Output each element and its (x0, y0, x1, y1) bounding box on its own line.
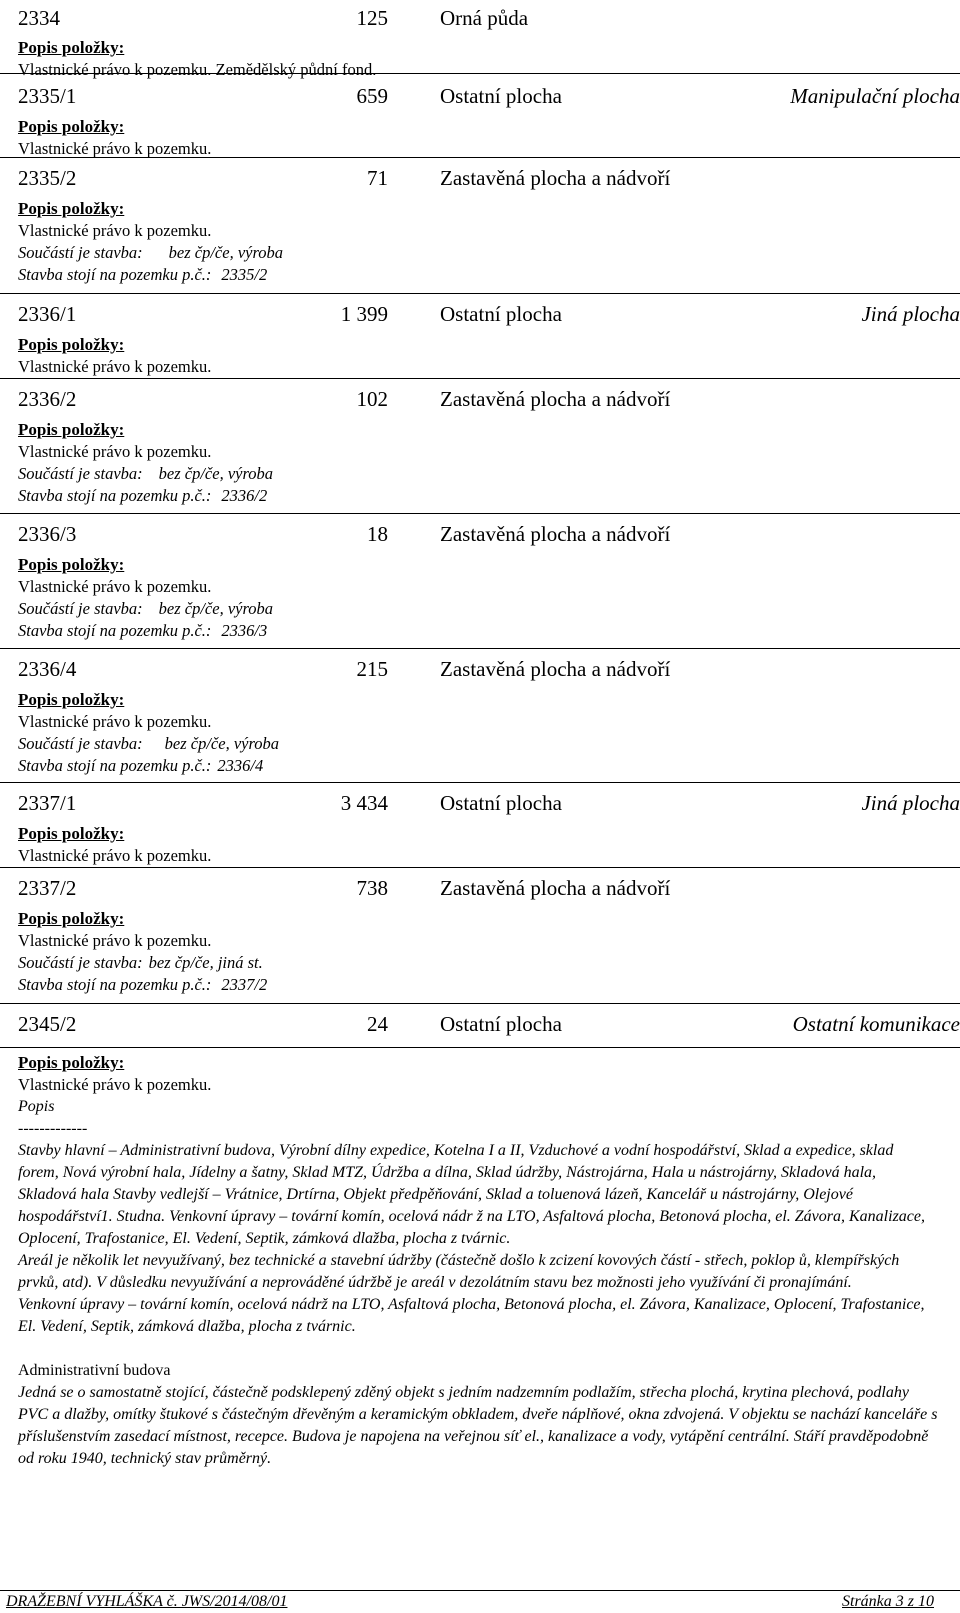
ownership-text: Vlastnické právo k pozemku. (18, 442, 212, 461)
parcel-entry (0, 1004, 960, 1470)
parcel-details (0, 116, 960, 160)
parcel-details (0, 908, 960, 996)
parcel-use: Ostatní komunikace (792, 1012, 960, 1036)
parcel-area: 659 (356, 84, 388, 108)
parcel-kind: Zastavěná plocha a nádvoří (440, 166, 671, 190)
parcel-use: Jiná plocha (861, 302, 960, 326)
stands-on-value: 2336/3 (221, 621, 268, 640)
parcel-entry (0, 783, 960, 868)
building-value: bez čp/če, výroba (168, 243, 284, 262)
parcel-header-row (0, 783, 960, 823)
parcel-use: Jiná plocha (861, 791, 960, 815)
parcel-area: 18 (367, 522, 388, 546)
parcel-kind: Orná půda (440, 6, 529, 30)
stands-on-value: 2335/2 (221, 265, 268, 284)
parcel-use: Manipulační plocha (790, 84, 960, 108)
parcel-area: 125 (356, 6, 388, 30)
parcel-area: 738 (356, 876, 388, 900)
page-footer (0, 1590, 960, 1613)
building-label: Součástí je stavba: (18, 243, 143, 262)
stands-on-value: 2336/2 (221, 486, 268, 505)
footer-page-number: Stránka 3 z 10 (842, 1593, 934, 1610)
building-value: bez čp/če, jiná st. (148, 953, 263, 972)
parcel-area: 1 399 (340, 302, 388, 326)
building-line (18, 733, 960, 755)
ownership-text: Vlastnické právo k pozemku. (18, 846, 212, 865)
description-section (0, 1096, 960, 1470)
parcel-number: 2335/2 (18, 166, 77, 190)
parcel-details (0, 554, 960, 642)
building-value: bez čp/če, výroba (158, 599, 274, 618)
parcel-header-row (0, 294, 960, 334)
parcel-details (0, 689, 960, 777)
parcel-header-row (0, 1004, 960, 1048)
parcel-header-row (0, 649, 960, 689)
item-description-label: Popis položky: (18, 824, 125, 843)
stands-on-label: Stavba stojí na pozemku p.č.: (18, 621, 212, 640)
parcel-number: 2334 (18, 6, 60, 30)
parcel-number: 2337/1 (18, 791, 77, 815)
parcel-header-row (0, 868, 960, 908)
ownership-text: Vlastnické právo k pozemku. (18, 931, 212, 950)
parcel-header-row (0, 514, 960, 554)
ownership-text: Vlastnické právo k pozemku. (18, 139, 212, 158)
parcel-area: 102 (356, 387, 388, 411)
parcel-entry (0, 294, 960, 379)
item-description-label: Popis položky: (18, 690, 125, 709)
parcel-entry (0, 649, 960, 783)
parcel-details (0, 823, 960, 867)
parcel-kind: Zastavěná plocha a nádvoří (440, 876, 671, 900)
footer-document-id: DRAŽEBNÍ VYHLÁŠKA č. JWS/2014/08/01 (6, 1593, 288, 1610)
parcel-entry (0, 514, 960, 649)
building-label: Součástí je stavba: (18, 734, 143, 753)
parcel-number: 2345/2 (18, 1012, 77, 1036)
stands-on-label: Stavba stojí na pozemku p.č.: (18, 975, 212, 994)
parcel-entry (0, 0, 960, 79)
parcel-header-row (0, 379, 960, 419)
description-paragraph: Venkovní úpravy – tovární komín, ocelová nádrž na LTO, Asfaltová plocha, Betonová plocha, el. Závora, Kanalizace, Oplocení, Trafostanice, El. Vedení, Septik, zámková dlažba, plocha z tvárnic. (18, 1296, 925, 1335)
stands-on-line (18, 974, 960, 996)
parcel-details (0, 334, 960, 378)
item-description-label: Popis položky: (18, 117, 125, 136)
parcel-details (0, 198, 960, 286)
ownership-text: Vlastnické právo k pozemku. (18, 357, 212, 376)
parcel-kind: Ostatní plocha (440, 791, 562, 815)
parcel-entry (0, 74, 960, 158)
parcel-kind: Ostatní plocha (440, 1012, 562, 1036)
building-label: Součástí je stavba: (18, 953, 143, 972)
parcel-entry (0, 379, 960, 514)
building-label: Součástí je stavba: (18, 599, 143, 618)
stands-on-line (18, 755, 960, 777)
building-line (18, 463, 960, 485)
stands-on-line (18, 485, 960, 507)
stands-on-value: 2337/2 (221, 975, 268, 994)
parcel-kind: Zastavěná plocha a nádvoří (440, 387, 671, 411)
admin-building-heading: Administrativní budova (18, 1362, 171, 1379)
building-line (18, 598, 960, 620)
parcel-kind: Zastavěná plocha a nádvoří (440, 522, 671, 546)
item-description-label: Popis položky: (18, 1053, 125, 1072)
ownership-text: Vlastnické právo k pozemku. (18, 221, 212, 240)
stands-on-line (18, 620, 960, 642)
parcel-kind: Ostatní plocha (440, 302, 562, 326)
parcel-details (0, 1048, 960, 1096)
item-description-label: Popis položky: (18, 199, 125, 218)
ownership-text: Vlastnické právo k pozemku. (18, 1075, 212, 1094)
stands-on-label: Stavba stojí na pozemku p.č.: (18, 486, 212, 505)
stands-on-value: 2336/4 (217, 756, 264, 775)
parcel-number: 2336/1 (18, 302, 77, 326)
parcel-number: 2336/4 (18, 657, 77, 681)
stands-on-line (18, 264, 960, 286)
parcel-kind: Ostatní plocha (440, 84, 562, 108)
parcel-number: 2336/3 (18, 522, 77, 546)
ownership-text: Vlastnické právo k pozemku. Zemědělský půdní fond. (18, 60, 377, 79)
ownership-text: Vlastnické právo k pozemku. (18, 577, 212, 596)
parcel-number: 2337/2 (18, 876, 77, 900)
description-heading: Popis (18, 1098, 55, 1115)
item-description-label: Popis položky: (18, 38, 125, 57)
parcel-kind: Zastavěná plocha a nádvoří (440, 657, 671, 681)
parcel-details (0, 419, 960, 507)
parcel-area: 215 (356, 657, 388, 681)
building-value: bez čp/če, výroba (164, 734, 280, 753)
description-paragraph: Jedná se o samostatně stojící, částečně podsklepený zděný objekt s jedním nadzemním podlažím, střecha plochá, krytina plechová, podlahy PVC a dlažby, omítky štukové s částečným dřevěným a keramickým obkladem, dveře náplňové, okna zdvojená. V objektu se nachází kanceláře s příslušenstvím zasedací místnost, recepce. Budova je napojena na veřejnou síť el., kanalizace a vody, vytápění centrální. Stáří pravděpodobně od roku 1940, technický stav průměrný. (18, 1384, 938, 1467)
parcel-header-row (0, 158, 960, 198)
parcel-area: 71 (367, 166, 388, 190)
ownership-text: Vlastnické právo k pozemku. (18, 712, 212, 731)
stands-on-label: Stavba stojí na pozemku p.č.: (18, 265, 212, 284)
item-description-label: Popis položky: (18, 555, 125, 574)
building-label: Součástí je stavba: (18, 464, 143, 483)
parcel-area: 24 (367, 1012, 388, 1036)
parcel-number: 2336/2 (18, 387, 77, 411)
description-paragraph: Stavby hlavní – Administrativní budova, Výrobní dílny expedice, Kotelna I a II, Vzduchové a vodní hospodářství, Sklad a expedice, sklad forem, Nová výrobní hala, Jídelny a šatny, Sklad MTZ, Údržba a dílna, Sklad údržby, Nástrojárna, Hala u nástrojárny, Skladová hala, Skladová hala Stavby vedlejší – Vrátnice, Drtírna, Objekt předpěňování, Sklad a toluenová lázeň, Kancelář u nástrojárny, Olejové hospodářství1. Studna. Venkovní úpravy – tovární komín, ocelová nádr ž na LTO, Asfaltová plocha, Betonová plocha, el. Závora, Kanalizace, Oplocení, Trafostanice, El. Vedení, Septik, zámková dlažba, plocha z tvárnic. (18, 1142, 925, 1247)
parcel-area: 3 434 (340, 791, 388, 815)
description-rule: ------------- (18, 1120, 88, 1137)
stands-on-label: Stavba stojí na pozemku p.č.: (18, 756, 212, 775)
building-value: bez čp/če, výroba (158, 464, 274, 483)
item-description-label: Popis položky: (18, 420, 125, 439)
building-line (18, 242, 960, 264)
item-description-label: Popis položky: (18, 335, 125, 354)
building-line (18, 952, 960, 974)
item-description-label: Popis položky: (18, 909, 125, 928)
parcel-header-row (0, 0, 960, 37)
parcel-header-row (0, 74, 960, 116)
parcel-entry (0, 158, 960, 294)
description-paragraph: Areál je několik let nevyužívaný, bez technické a stavební údržby (částečně došlo k zcizení kovových částí - střech, poklop ů, klempířských prvků, atd). V důsledku nevyužívání a neprováděné údržbě je areál v dezolátním stavu bez možnosti jeho využívání či pronajímání. (18, 1252, 900, 1291)
parcel-entry (0, 868, 960, 1004)
parcel-number: 2335/1 (18, 84, 77, 108)
